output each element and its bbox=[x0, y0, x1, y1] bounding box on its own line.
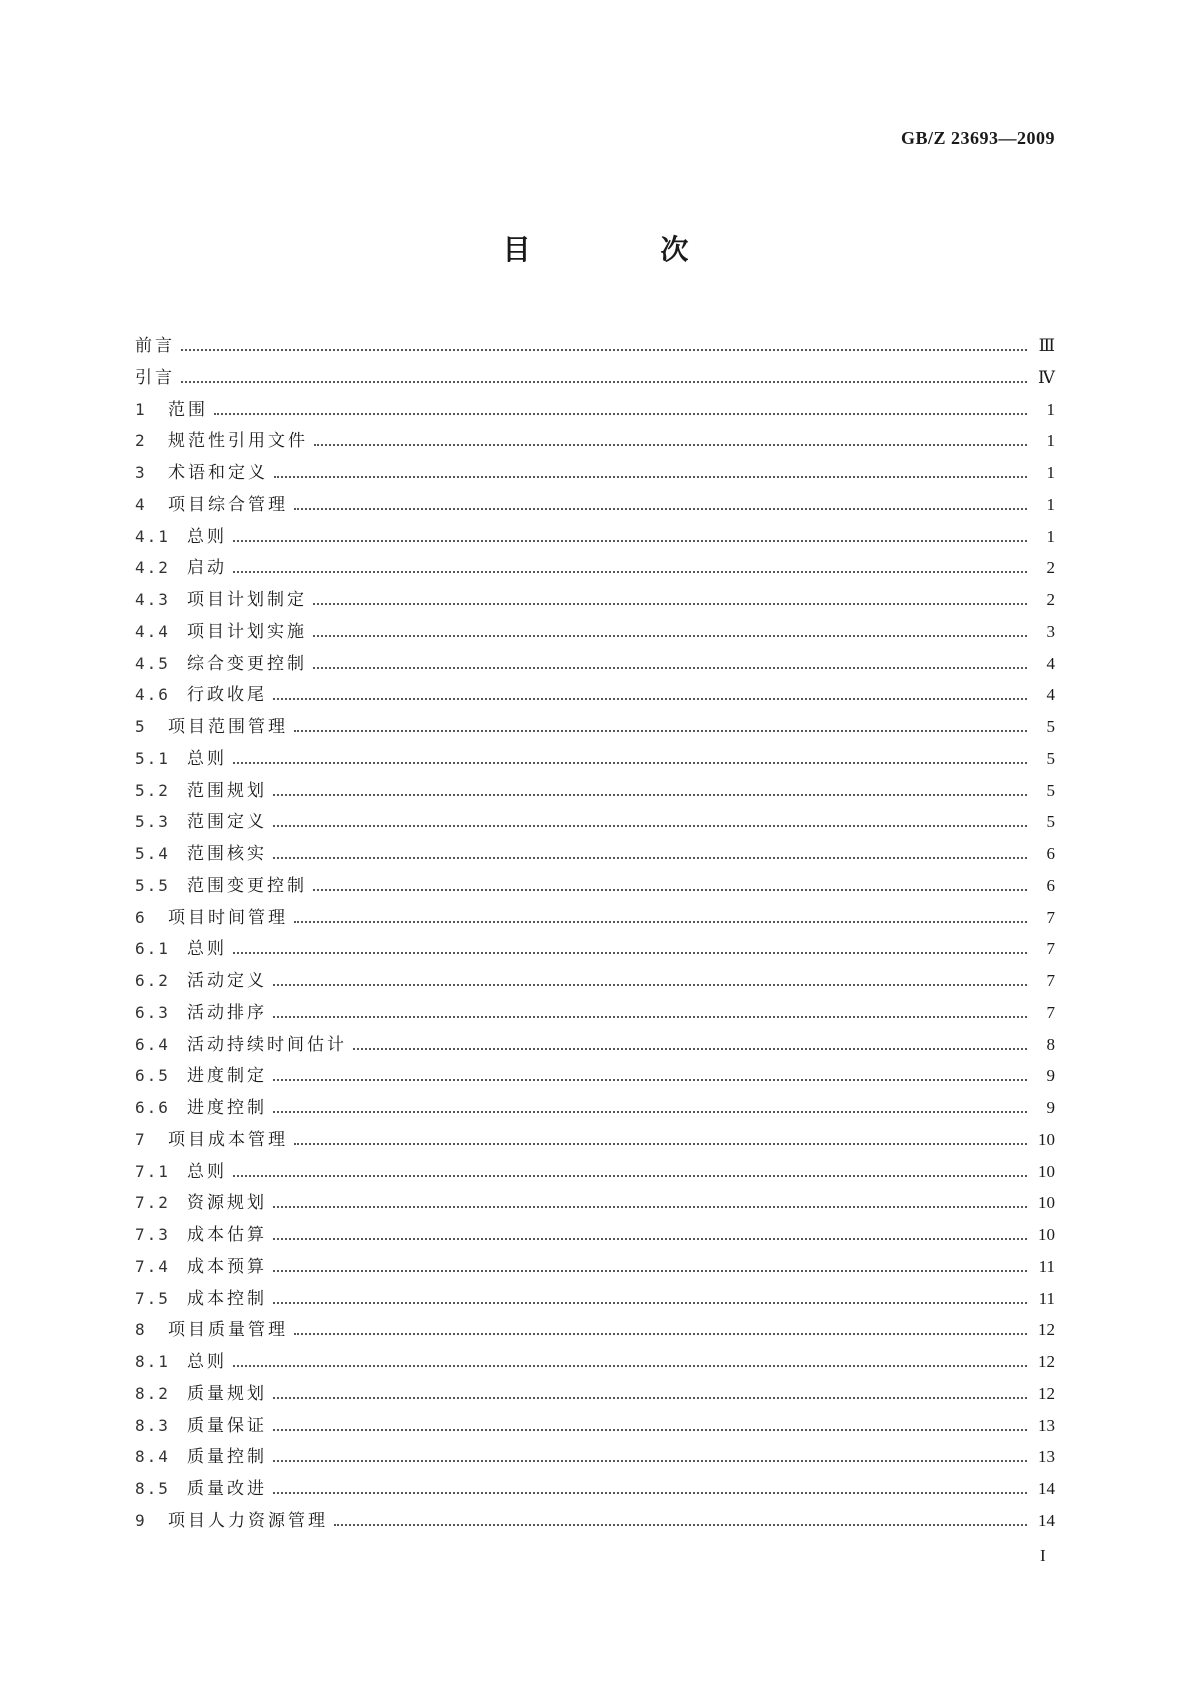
toc-entry[interactable] bbox=[135, 649, 1055, 681]
toc-entry[interactable] bbox=[135, 871, 1055, 903]
toc-entry-label: 综合变更控制 bbox=[187, 653, 307, 674]
toc-entry-number: 4.5 bbox=[135, 653, 170, 673]
toc-entry[interactable] bbox=[135, 1093, 1055, 1125]
toc-dot-leader bbox=[233, 571, 1027, 573]
toc-dot-leader bbox=[273, 1270, 1027, 1272]
toc-entry-page: 10 bbox=[1038, 1161, 1055, 1181]
toc-dot-leader bbox=[334, 1524, 1027, 1526]
toc-entry-page: 4 bbox=[1046, 653, 1055, 673]
toc-dot-leader bbox=[273, 698, 1027, 700]
toc-entry-label: 项目人力资源管理 bbox=[168, 1510, 328, 1531]
toc-entry-label: 启动 bbox=[187, 558, 227, 579]
toc-entry-label: 项目综合管理 bbox=[168, 494, 288, 515]
toc-dot-leader bbox=[273, 1492, 1027, 1494]
toc-entry-page: 2 bbox=[1046, 558, 1055, 578]
toc-entry[interactable] bbox=[135, 1474, 1055, 1506]
toc-entry[interactable] bbox=[135, 1379, 1055, 1411]
toc-entry-page: 1 bbox=[1046, 463, 1055, 482]
toc-entry-number: 4.6 bbox=[135, 685, 170, 705]
toc-entry-number: 7.2 bbox=[135, 1193, 170, 1213]
toc-entry-number: 8.4 bbox=[135, 1447, 170, 1467]
toc-entry-number: 8 bbox=[135, 1320, 147, 1340]
toc-dot-leader bbox=[313, 667, 1027, 669]
toc-entry-page: 13 bbox=[1038, 1447, 1055, 1467]
toc-entry-label: 活动定义 bbox=[187, 971, 267, 991]
toc-entry-number: 4.4 bbox=[135, 621, 170, 641]
toc-entry-label: 术语和定义 bbox=[168, 463, 268, 483]
toc-dot-leader bbox=[273, 1429, 1027, 1431]
toc-entry-label: 质量保证 bbox=[187, 1415, 267, 1436]
toc-entry-number: 7.4 bbox=[135, 1256, 170, 1276]
toc-dot-leader bbox=[233, 952, 1027, 954]
toc-dot-leader bbox=[273, 1460, 1027, 1462]
toc-entry-page: 7 bbox=[1046, 907, 1055, 927]
toc-entry-page: 9 bbox=[1046, 1098, 1055, 1117]
toc-entry-label: 范围规划 bbox=[187, 780, 267, 801]
page-title: 目 次 bbox=[502, 233, 749, 266]
toc-entry-number: 5.3 bbox=[135, 812, 170, 832]
toc-entry[interactable] bbox=[135, 1411, 1055, 1443]
toc-dot-leader bbox=[273, 1238, 1027, 1240]
toc-entry-page: 5 bbox=[1046, 812, 1055, 832]
toc-entry-page: 7 bbox=[1046, 939, 1055, 959]
toc-dot-leader bbox=[233, 1175, 1027, 1177]
toc-entry-number: 5.5 bbox=[135, 875, 170, 895]
toc-entry-number: 6.5 bbox=[135, 1066, 170, 1086]
toc-entry[interactable] bbox=[135, 1315, 1055, 1347]
toc-dot-leader bbox=[273, 1016, 1027, 1018]
toc-dot-leader bbox=[294, 1143, 1027, 1145]
toc-entry-label: 成本预算 bbox=[187, 1256, 267, 1277]
toc-entry-number: 4.1 bbox=[135, 526, 170, 546]
toc-dot-leader bbox=[294, 921, 1027, 923]
toc-entry-label: 总则 bbox=[187, 526, 227, 547]
toc-dot-leader bbox=[181, 381, 1027, 383]
toc-entry-label: 范围定义 bbox=[187, 812, 267, 833]
toc-entry-number: 6.4 bbox=[135, 1034, 170, 1054]
toc-entry-label: 总则 bbox=[187, 939, 227, 960]
toc-dot-leader bbox=[273, 984, 1027, 986]
toc-entry-page: 5 bbox=[1046, 717, 1055, 736]
toc-entry-page: 10 bbox=[1038, 1225, 1055, 1244]
toc-entry[interactable] bbox=[135, 395, 1055, 427]
toc-entry-number: 8.2 bbox=[135, 1383, 170, 1403]
toc-entry-number: 4.2 bbox=[135, 558, 170, 578]
toc-dot-leader bbox=[294, 1333, 1027, 1335]
toc-entry-number: 4 bbox=[135, 494, 147, 514]
toc-dot-leader bbox=[214, 413, 1027, 415]
toc-dot-leader bbox=[233, 540, 1027, 542]
toc-entry-number: 1 bbox=[135, 399, 147, 419]
toc-entry[interactable] bbox=[135, 966, 1055, 998]
toc-dot-leader bbox=[294, 508, 1027, 510]
toc-entry[interactable] bbox=[135, 934, 1055, 966]
toc-entry-label: 行政收尾 bbox=[187, 685, 267, 706]
toc-entry-number: 5.4 bbox=[135, 844, 170, 863]
toc-entry[interactable] bbox=[135, 553, 1055, 585]
toc-entry-label: 质量改进 bbox=[187, 1479, 267, 1499]
toc-dot-leader bbox=[273, 794, 1027, 796]
toc-entry-page: 3 bbox=[1046, 621, 1055, 641]
toc-dot-leader bbox=[233, 762, 1027, 764]
toc-entry-label: 活动排序 bbox=[187, 1002, 267, 1023]
toc-entry-page: 9 bbox=[1046, 1066, 1055, 1086]
toc-entry-label: 范围 bbox=[168, 399, 208, 420]
toc-entry-number: 6.2 bbox=[135, 971, 170, 990]
standard-code: GB/Z 23693—2009 bbox=[900, 128, 1055, 148]
toc-entry[interactable] bbox=[135, 776, 1055, 808]
toc-entry[interactable] bbox=[135, 807, 1055, 839]
toc-dot-leader bbox=[273, 1302, 1027, 1304]
toc-entry-label: 成本控制 bbox=[187, 1288, 267, 1309]
toc-entry[interactable] bbox=[135, 426, 1055, 458]
toc-entry-page: 1 bbox=[1046, 494, 1055, 514]
toc-entry-number: 4.3 bbox=[135, 590, 170, 609]
toc-entry-number: 7 bbox=[135, 1129, 147, 1149]
toc-dot-leader bbox=[353, 1048, 1027, 1050]
toc-dot-leader bbox=[314, 444, 1027, 446]
toc-entry[interactable] bbox=[135, 680, 1055, 712]
toc-entry-label: 活动持续时间估计 bbox=[187, 1034, 347, 1055]
toc-entry[interactable] bbox=[135, 1347, 1055, 1379]
toc-dot-leader bbox=[273, 1397, 1027, 1399]
toc-entry-label: 质量控制 bbox=[187, 1447, 267, 1468]
toc-dot-leader bbox=[233, 1365, 1027, 1367]
toc-entry-page: 5 bbox=[1046, 748, 1055, 768]
toc-entry-page: 14 bbox=[1038, 1479, 1055, 1498]
toc-entry-label: 成本估算 bbox=[187, 1225, 267, 1245]
toc-entry[interactable] bbox=[135, 1188, 1055, 1220]
toc-entry-label: 质量规划 bbox=[187, 1383, 267, 1404]
toc-dot-leader bbox=[313, 603, 1027, 605]
toc-dot-leader bbox=[294, 730, 1027, 732]
toc-entry[interactable] bbox=[135, 490, 1055, 522]
toc-entry[interactable] bbox=[135, 1284, 1055, 1316]
toc-entry-page: 7 bbox=[1046, 1002, 1055, 1022]
toc-entry-number: 5.1 bbox=[135, 748, 170, 768]
toc-entry-label: 项目质量管理 bbox=[168, 1320, 288, 1341]
toc-entry-number: 7.1 bbox=[135, 1161, 170, 1181]
toc-entry-page: 6 bbox=[1046, 875, 1055, 895]
toc-entry-page: 13 bbox=[1038, 1415, 1055, 1435]
toc-entry-number: 9 bbox=[135, 1510, 147, 1530]
toc-entry-label: 进度制定 bbox=[187, 1066, 267, 1087]
toc-entry-page: 1 bbox=[1046, 431, 1055, 451]
toc-entry-number: 8.1 bbox=[135, 1352, 170, 1371]
toc-entry-label: 规范性引用文件 bbox=[168, 431, 308, 452]
toc-entry-label: 项目计划实施 bbox=[187, 621, 307, 642]
toc-entry[interactable] bbox=[135, 998, 1055, 1030]
toc-dot-leader bbox=[273, 1079, 1027, 1081]
toc-entry-label: 进度控制 bbox=[187, 1098, 267, 1118]
toc-entry-label: 项目时间管理 bbox=[168, 907, 288, 928]
toc-entry-number: 3 bbox=[135, 463, 147, 482]
toc-entry-label: 项目范围管理 bbox=[168, 717, 288, 737]
toc-entry[interactable] bbox=[135, 1125, 1055, 1157]
toc-entry[interactable] bbox=[135, 1506, 1055, 1538]
toc-entry-label: 总则 bbox=[187, 748, 227, 769]
toc-dot-leader bbox=[181, 349, 1027, 351]
toc-entry-page: 1 bbox=[1046, 526, 1055, 546]
toc-entry[interactable] bbox=[135, 903, 1055, 935]
toc-entry[interactable] bbox=[135, 1157, 1055, 1189]
toc-entry[interactable] bbox=[135, 617, 1055, 649]
toc-entry[interactable] bbox=[135, 1061, 1055, 1093]
toc-entry-page: 12 bbox=[1038, 1383, 1055, 1403]
toc-entry[interactable] bbox=[135, 1220, 1055, 1252]
toc-entry-page: 14 bbox=[1038, 1510, 1055, 1530]
toc-entry-label: 项目计划制定 bbox=[187, 590, 307, 610]
toc-dot-leader bbox=[273, 825, 1027, 827]
toc-entry-label: 总则 bbox=[187, 1161, 227, 1182]
toc-dot-leader bbox=[313, 635, 1027, 637]
toc-entry[interactable] bbox=[135, 522, 1055, 554]
toc-entry-page: 5 bbox=[1046, 780, 1055, 800]
toc-dot-leader bbox=[273, 857, 1027, 859]
toc-entry[interactable] bbox=[135, 839, 1055, 871]
toc-entry[interactable] bbox=[135, 1030, 1055, 1062]
toc-entry-label: 资源规划 bbox=[187, 1193, 267, 1214]
toc-entry-page: Ⅲ bbox=[1038, 336, 1055, 355]
toc-entry-page: 11 bbox=[1038, 1256, 1055, 1276]
toc-entry[interactable] bbox=[135, 744, 1055, 776]
toc-entry-number: 6.1 bbox=[135, 939, 170, 959]
toc-entry-number: 8.3 bbox=[135, 1415, 170, 1435]
toc-entry-number: 2 bbox=[135, 431, 147, 451]
toc-entry-number: 6 bbox=[135, 907, 147, 927]
toc-dot-leader bbox=[274, 476, 1027, 478]
toc-entry-label: 前言 bbox=[135, 336, 175, 356]
toc-entry-page: 12 bbox=[1038, 1352, 1055, 1371]
toc-entry-page: 10 bbox=[1038, 1129, 1055, 1149]
toc-entry-number: 6.6 bbox=[135, 1098, 170, 1117]
toc-entry[interactable] bbox=[135, 1252, 1055, 1284]
toc-entry-label: 项目成本管理 bbox=[168, 1129, 288, 1150]
toc-entry-label: 总则 bbox=[187, 1352, 227, 1372]
table-of-contents bbox=[135, 331, 1055, 1538]
toc-entry-page: 2 bbox=[1046, 590, 1055, 609]
toc-entry-page: 4 bbox=[1046, 685, 1055, 705]
toc-entry-number: 8.5 bbox=[135, 1479, 170, 1498]
footer-page-number: I bbox=[1040, 1546, 1046, 1565]
toc-dot-leader bbox=[273, 1206, 1027, 1208]
toc-entry-label: 引言 bbox=[135, 367, 175, 388]
toc-entry-page: Ⅳ bbox=[1038, 367, 1055, 387]
toc-entry-number: 6.3 bbox=[135, 1002, 170, 1022]
toc-entry-label: 范围核实 bbox=[187, 844, 267, 864]
toc-entry-label: 范围变更控制 bbox=[187, 875, 307, 896]
toc-entry[interactable] bbox=[135, 712, 1055, 744]
toc-entry-number: 5 bbox=[135, 717, 147, 736]
toc-entry-page: 6 bbox=[1046, 844, 1055, 863]
toc-entry-page: 11 bbox=[1038, 1288, 1055, 1308]
toc-entry-page: 10 bbox=[1038, 1193, 1055, 1213]
toc-entry[interactable] bbox=[135, 458, 1055, 490]
toc-entry-page: 8 bbox=[1046, 1034, 1055, 1054]
toc-entry[interactable] bbox=[135, 1442, 1055, 1474]
toc-entry-page: 12 bbox=[1038, 1320, 1055, 1340]
toc-dot-leader bbox=[313, 889, 1027, 891]
toc-dot-leader bbox=[273, 1111, 1027, 1113]
toc-entry-number: 5.2 bbox=[135, 780, 170, 800]
toc-entry-page: 1 bbox=[1046, 399, 1055, 419]
toc-entry[interactable] bbox=[135, 331, 1055, 363]
toc-entry[interactable] bbox=[135, 363, 1055, 395]
toc-entry-number: 7.3 bbox=[135, 1225, 170, 1244]
toc-entry[interactable] bbox=[135, 585, 1055, 617]
toc-entry-page: 7 bbox=[1046, 971, 1055, 990]
toc-entry-number: 7.5 bbox=[135, 1288, 170, 1308]
